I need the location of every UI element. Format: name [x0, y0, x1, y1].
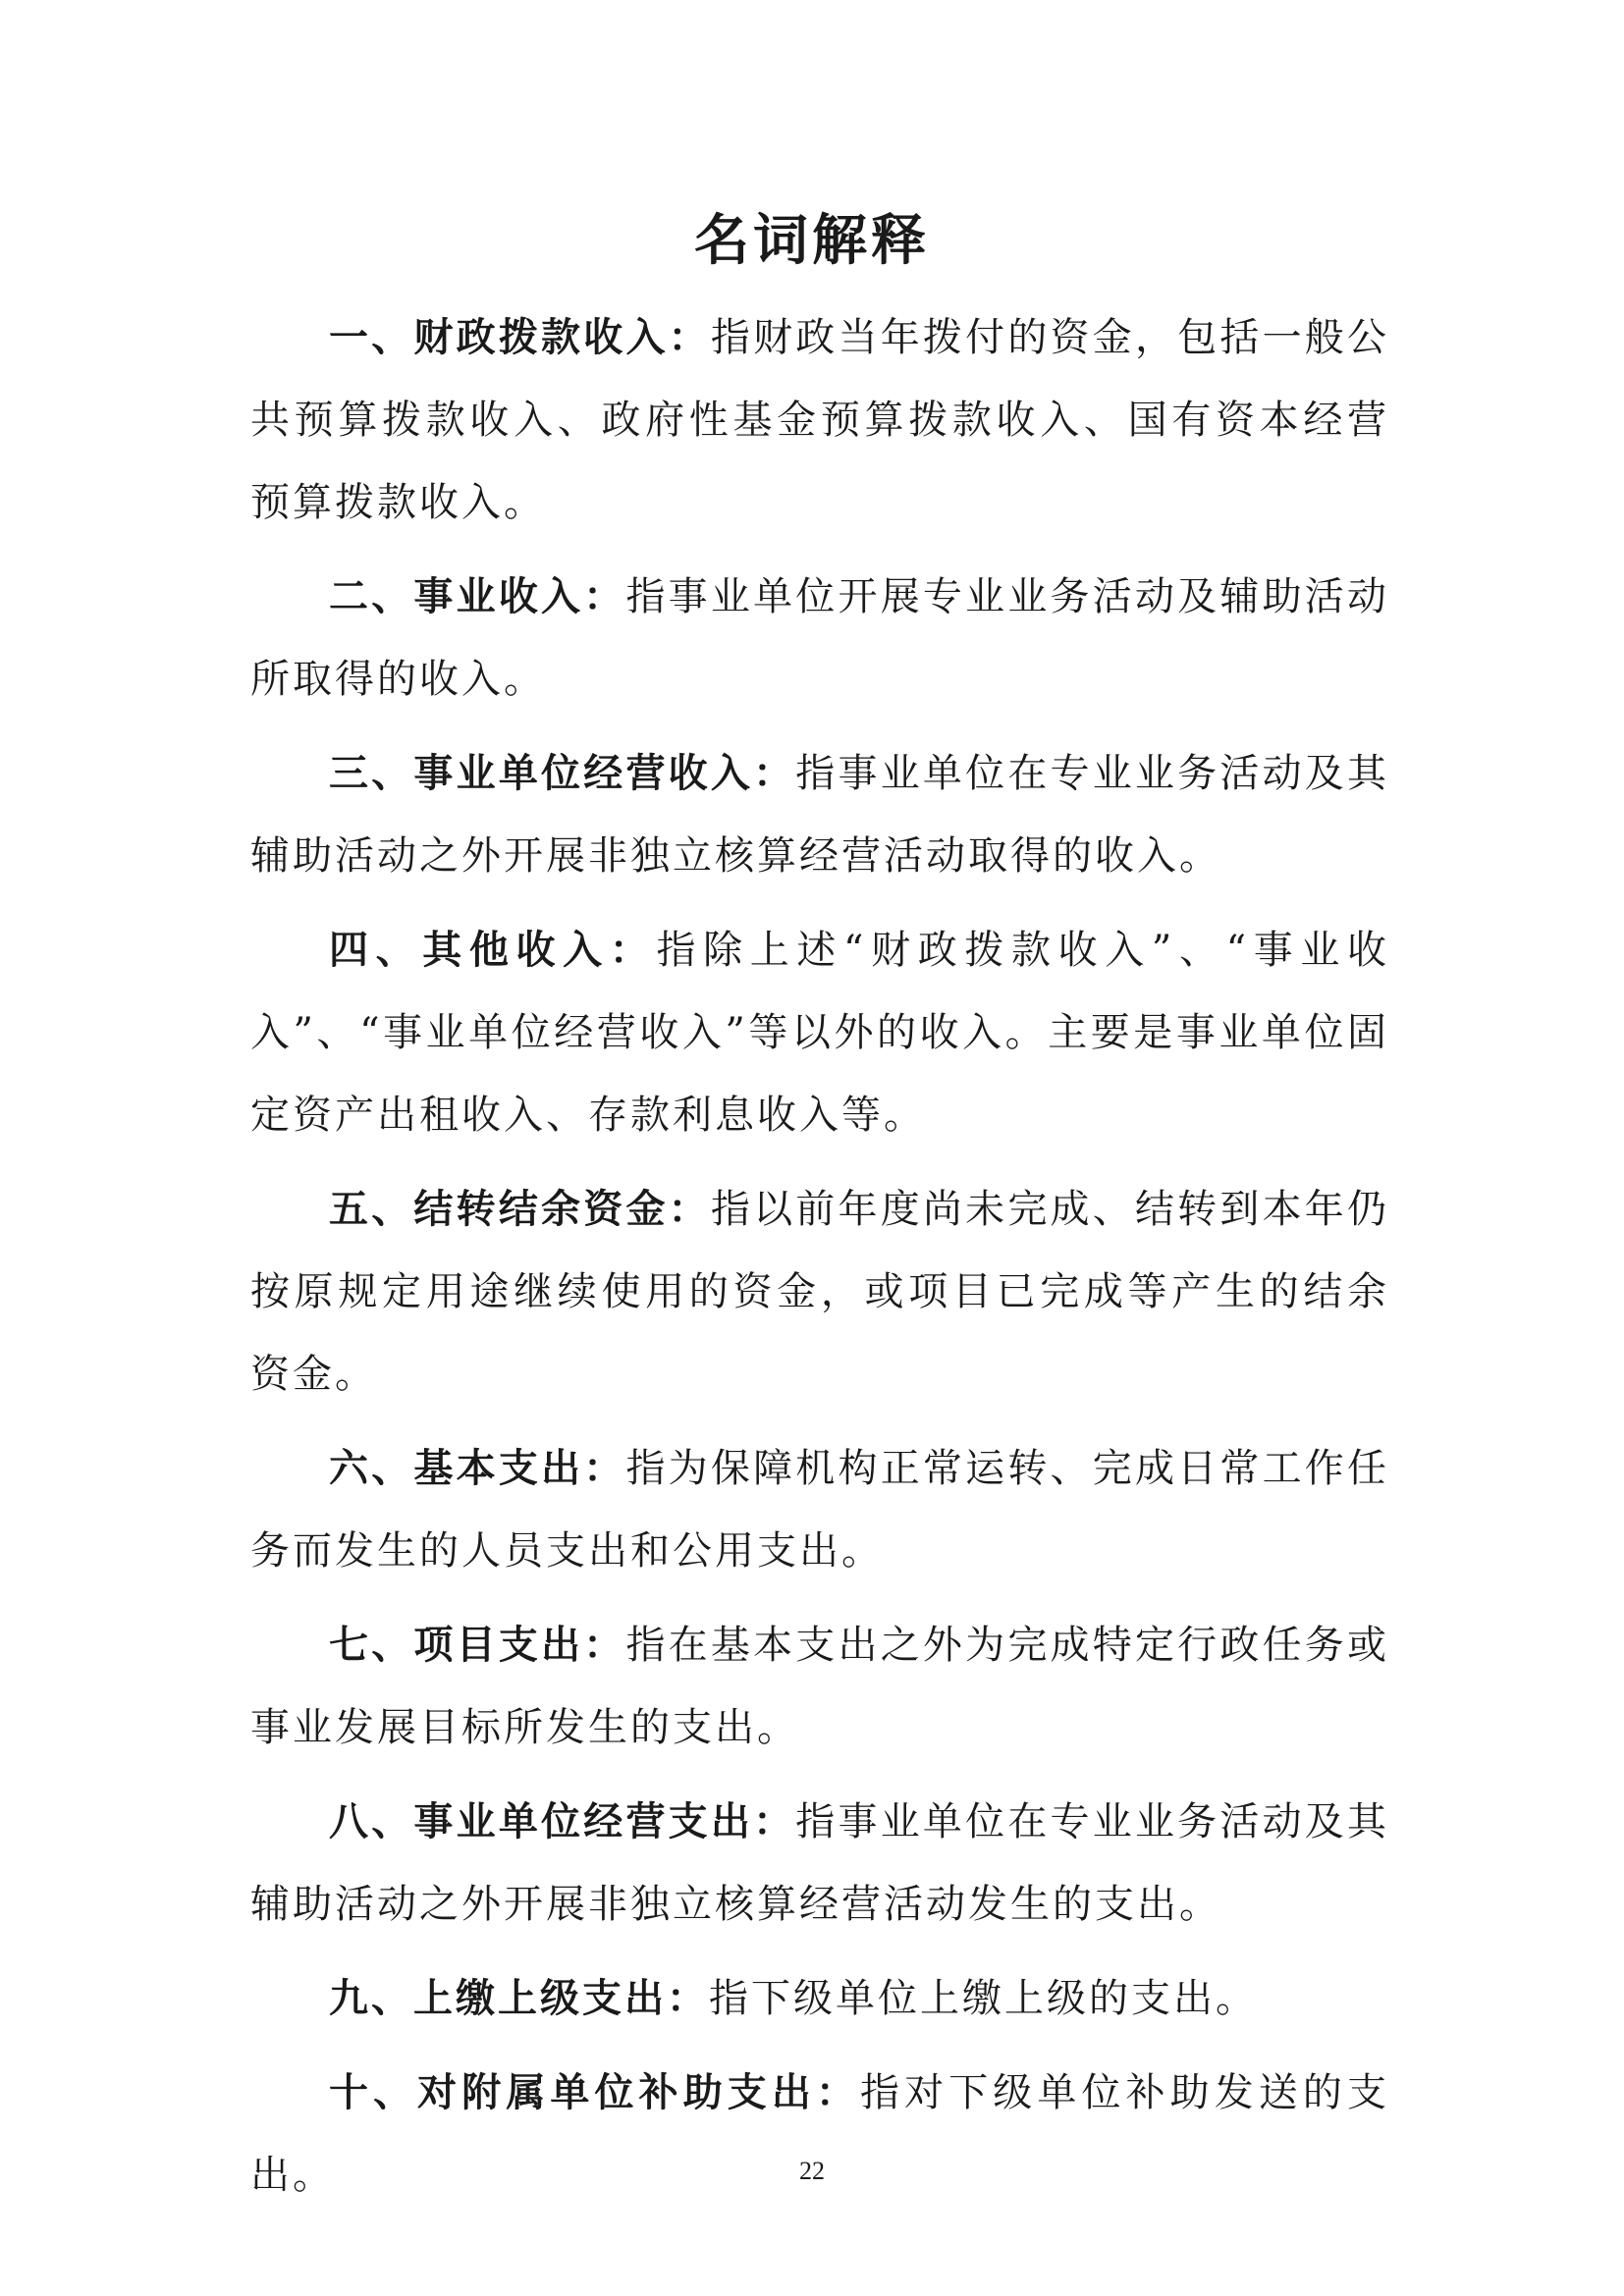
- term-definition: 指为保障机构正常运转、完成日常工作任务而发生的人员支出和公用支出。: [250, 1446, 1390, 1574]
- glossary-item: [250, 296, 1389, 544]
- glossary-item: [250, 909, 1389, 1156]
- glossary-item: [250, 1604, 1389, 1769]
- glossary-item: [250, 2052, 1389, 2216]
- term-definition: 指财政当年拨付的资金，包括一般公共预算拨款收入、政府性基金预算拨款收入、国有资本经营预算拨款收入。: [250, 315, 1389, 525]
- term-definition: 指对下级单位补助发送的支出。: [250, 2070, 1390, 2198]
- glossary-item: [250, 1168, 1389, 1415]
- glossary-item: [250, 1781, 1389, 1946]
- term-definition: 指下级单位上缴上级的支出。: [709, 1976, 1258, 2021]
- term-name: 四、其他收入：: [329, 927, 657, 973]
- term-name: 六、基本支出：: [329, 1445, 626, 1491]
- term-name: 七、项目支出：: [329, 1622, 626, 1668]
- term-definition: 指除上述“财政拨款收入”、“事业收入”、“事业单位经营收入”等以外的收入。主要是事业单位固定资产出租收入、存款利息收入等。: [250, 928, 1390, 1138]
- glossary-item: [250, 556, 1389, 721]
- term-definition: 指事业单位在专业业务活动及其辅助活动之外开展非独立核算经营活动取得的收入。: [250, 751, 1390, 879]
- term-name: 八、事业单位经营支出：: [329, 1798, 796, 1844]
- term-name: 九、上缴上级支出：: [329, 1975, 709, 2021]
- term-name: 十、对附属单位补助支出：: [329, 2069, 861, 2115]
- glossary-item: [250, 732, 1389, 897]
- glossary-item: [250, 1957, 1389, 2040]
- term-definition: 指事业单位开展专业业务活动及辅助活动所取得的收入。: [250, 574, 1390, 702]
- term-definition: 指以前年度尚未完成、结转到本年仍按原规定用途继续使用的资金，或项目已完成等产生的结余资金。: [250, 1187, 1389, 1397]
- glossary-item: [250, 1427, 1389, 1592]
- glossary-list: [250, 296, 1389, 2228]
- page-number: 22: [799, 2157, 825, 2185]
- term-name: 二、事业收入：: [329, 573, 626, 619]
- term-name: 五、结转结余资金：: [329, 1186, 711, 1232]
- term-definition: 指在基本支出之外为完成特定行政任务或事业发展目标所发生的支出。: [250, 1623, 1390, 1750]
- term-name: 一、财政拨款收入：: [329, 314, 711, 360]
- term-name: 三、事业单位经营收入：: [329, 750, 796, 796]
- page-title: 名词解释: [694, 208, 930, 273]
- term-definition: 指事业单位在专业业务活动及其辅助活动之外开展非独立核算经营活动发生的支出。: [250, 1799, 1390, 1927]
